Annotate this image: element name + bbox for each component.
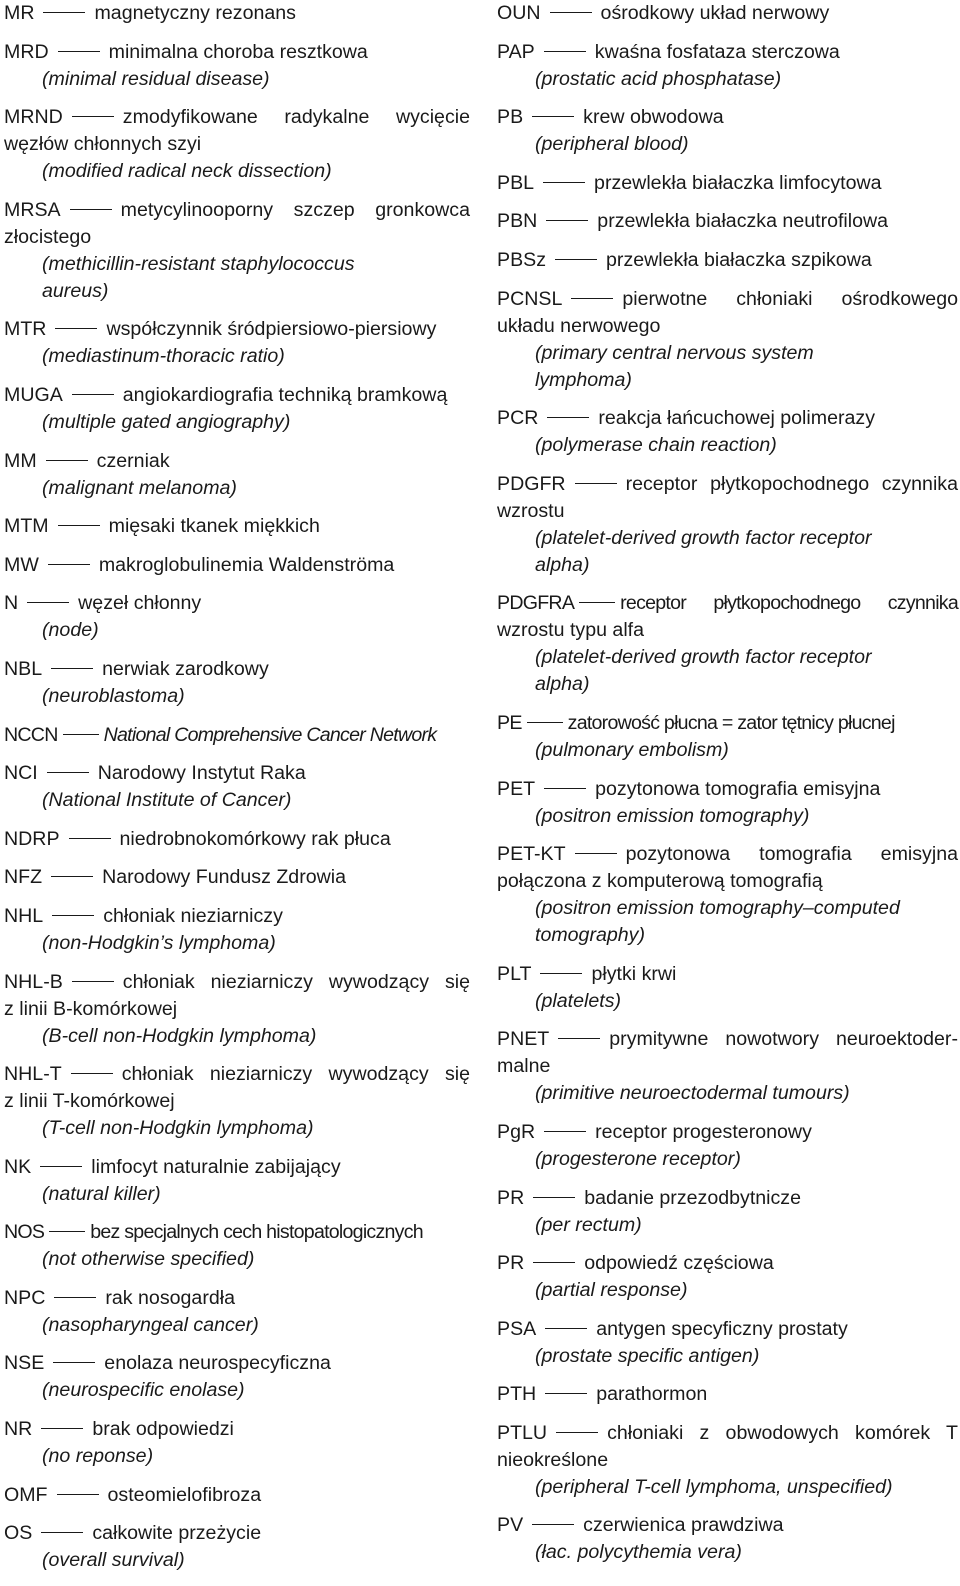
entry-headline xyxy=(4,1520,470,1547)
english-translation: (primitive neuroectodermal tumours) xyxy=(535,1082,850,1105)
abbreviation: PR xyxy=(497,1252,525,1275)
glossary-entry xyxy=(4,39,470,93)
definition-text: ośrodkowy układ nerwowy xyxy=(600,2,830,24)
english-translation: (non-Hodgkin’s lymphoma) xyxy=(42,931,276,954)
glossary-entry xyxy=(4,722,470,749)
entry-headline xyxy=(4,197,470,224)
abbreviation: PDGFRA xyxy=(497,592,575,615)
em-dash-rule xyxy=(72,981,114,982)
glossary-entry xyxy=(497,1512,958,1566)
definition-text: reakcja łańcuchowej polimerazy xyxy=(598,407,875,430)
abbreviation: MR xyxy=(4,2,35,24)
english-translation: lymphoma) xyxy=(535,368,632,391)
definition-continuation: połączona z komputerową tomografią xyxy=(497,870,823,893)
entry-headline xyxy=(4,104,470,131)
definition-text: zatorowość płucna = zator tętnicy płucnej xyxy=(567,711,895,734)
definition-text: przewlekła białaczka limfocytowa xyxy=(594,171,882,194)
em-dash-rule xyxy=(43,12,85,13)
entry-headline xyxy=(497,1381,958,1408)
definition-text: receptor płytkopochodnego czynnika xyxy=(625,472,958,495)
glossary-entry xyxy=(497,208,958,235)
glossary-entry xyxy=(497,1119,958,1173)
definition-text: odpowiedź częściowa xyxy=(584,1252,774,1275)
english-translation: (partial response) xyxy=(535,1279,688,1302)
em-dash-rule xyxy=(52,915,94,916)
entry-headline xyxy=(4,552,470,579)
glossary-entry xyxy=(497,405,958,459)
em-dash-rule xyxy=(575,853,617,854)
em-dash-rule xyxy=(545,1393,587,1394)
english-translation: (no reponse) xyxy=(42,1445,154,1468)
definition-text: parathormon xyxy=(596,1383,708,1406)
abbreviation: PLT xyxy=(497,962,532,985)
glossary-entry xyxy=(4,969,470,1050)
glossary-entry xyxy=(497,776,958,830)
abbreviation: NPC xyxy=(4,1286,46,1309)
glossary-entry xyxy=(497,1420,958,1501)
glossary-entry xyxy=(4,656,470,710)
entry-headline xyxy=(497,286,958,313)
entry-headline xyxy=(497,776,958,803)
english-translation: (malignant melanoma) xyxy=(42,476,237,499)
abbreviation: PET xyxy=(497,777,536,800)
definition-text: metycylinooporny szczep gronkowca xyxy=(120,198,470,221)
entry-headline xyxy=(4,826,470,853)
english-translation: (not otherwise specified) xyxy=(42,1248,255,1271)
em-dash-rule xyxy=(527,722,563,723)
definition-text: chłoniak nieziarniczy wywodzący się xyxy=(121,1063,470,1086)
glossary-entry xyxy=(4,448,470,502)
entry-headline xyxy=(4,448,470,475)
em-dash-rule xyxy=(546,220,588,221)
definition-text: pierwotne chłoniaki ośrodkowego xyxy=(622,287,958,310)
em-dash-rule xyxy=(48,564,90,565)
glossary-entry xyxy=(4,382,470,436)
definition-text: antygen specyficzny prostaty xyxy=(596,1317,848,1340)
english-translation: (National Institute of Cancer) xyxy=(42,789,292,812)
em-dash-rule xyxy=(41,1532,83,1533)
entry-headline xyxy=(497,1185,958,1212)
definition-text: National Comprehensive Cancer Network xyxy=(103,723,437,746)
entry-headline xyxy=(4,1350,470,1377)
glossary-entry xyxy=(4,1285,470,1339)
em-dash-rule xyxy=(63,734,99,735)
abbreviation: PR xyxy=(497,1186,525,1209)
abbreviation: MTM xyxy=(4,515,49,538)
abbreviation: PBL xyxy=(497,171,535,194)
english-translation: (platelets) xyxy=(535,989,622,1012)
entry-headline xyxy=(497,170,958,197)
glossary-entry xyxy=(4,104,470,185)
english-translation: (prostate specific antigen) xyxy=(535,1344,760,1367)
definition-text: przewlekła białaczka neutrofilowa xyxy=(597,210,889,233)
definition-text: bez specjalnych cech histopatologicznych xyxy=(90,1221,423,1244)
glossary-entry xyxy=(4,552,470,579)
glossary-entry xyxy=(4,1520,470,1574)
abbreviation: PCNSL xyxy=(497,287,563,310)
entry-headline xyxy=(497,841,958,868)
em-dash-rule xyxy=(51,668,93,669)
glossary-entry xyxy=(4,826,470,853)
entry-headline xyxy=(497,247,958,274)
em-dash-rule xyxy=(70,209,112,210)
entry-headline xyxy=(4,864,470,891)
glossary-column-left xyxy=(4,0,470,1586)
definition-continuation: węzłów chłonnych szyi xyxy=(4,133,202,156)
definition-text: niedrobnokomórkowy rak płuca xyxy=(119,827,391,850)
english-translation: (platelet-derived growth factor receptor xyxy=(535,526,872,549)
em-dash-rule xyxy=(550,12,592,13)
abbreviation: NDRP xyxy=(4,827,60,850)
english-translation: alpha) xyxy=(535,553,590,576)
english-translation: (peripheral T-cell lymphoma, unspecified) xyxy=(535,1475,893,1498)
abbreviation: MW xyxy=(4,553,39,576)
em-dash-rule xyxy=(72,116,114,117)
english-translation: (methicillin-resistant staphylococcus xyxy=(42,252,355,275)
abbreviation: MM xyxy=(4,449,37,472)
glossary-entry xyxy=(497,0,958,27)
em-dash-rule xyxy=(54,1297,96,1298)
english-translation: (pulmonary embolism) xyxy=(535,738,729,761)
abbreviation: NK xyxy=(4,1155,32,1178)
definition-continuation: malne xyxy=(497,1055,551,1078)
abbreviation: N xyxy=(4,592,19,615)
abbreviation: MUGA xyxy=(4,383,63,406)
definition-text: brak odpowiedzi xyxy=(92,1418,234,1441)
abbreviation: NR xyxy=(4,1418,33,1441)
glossary-entry xyxy=(4,1061,470,1142)
entry-headline xyxy=(497,1119,958,1146)
entry-headline xyxy=(4,1416,470,1443)
definition-text: mięsaki tkanek miękkich xyxy=(108,515,320,538)
abbreviation: NCCN xyxy=(4,723,58,746)
em-dash-rule xyxy=(545,1328,587,1329)
entry-headline xyxy=(497,405,958,432)
english-translation: (polymerase chain reaction) xyxy=(535,434,777,457)
entry-headline xyxy=(4,0,470,27)
definition-continuation: wzrostu typu alfa xyxy=(497,619,645,642)
entry-headline xyxy=(4,1482,470,1509)
entry-headline xyxy=(4,656,470,683)
definition-text: badanie przezodbytnicze xyxy=(584,1186,801,1209)
english-translation: (neuroblastoma) xyxy=(42,684,185,707)
english-translation: (positron emission tomography–computed xyxy=(535,897,900,920)
entry-headline xyxy=(4,382,470,409)
em-dash-rule xyxy=(46,460,88,461)
definition-text: enolaza neurospecyficzna xyxy=(104,1352,331,1375)
english-translation: (mediastinum-thoracic ratio) xyxy=(42,345,285,368)
glossary-entry xyxy=(497,1381,958,1408)
glossary-entry xyxy=(497,961,958,1015)
entry-headline xyxy=(497,0,958,27)
entry-headline xyxy=(497,39,958,66)
em-dash-rule xyxy=(579,602,615,603)
em-dash-rule xyxy=(544,788,586,789)
entry-headline xyxy=(497,208,958,235)
entry-headline xyxy=(4,590,470,617)
glossary-entry xyxy=(497,1316,958,1370)
entry-headline xyxy=(497,1512,958,1539)
glossary-entry xyxy=(497,471,958,579)
entry-headline xyxy=(497,590,958,617)
abbreviation: PBN xyxy=(497,210,538,233)
abbreviation: PDGFR xyxy=(497,472,566,495)
definition-text: receptor płytkopochodnego czynnika xyxy=(620,592,958,615)
entry-headline xyxy=(497,710,958,737)
definition-text: magnetyczny rezonans xyxy=(94,2,296,24)
em-dash-rule xyxy=(555,259,597,260)
glossary-entry xyxy=(4,864,470,891)
entry-headline xyxy=(497,1026,958,1053)
entry-headline xyxy=(4,969,470,996)
em-dash-rule xyxy=(556,1432,598,1433)
definition-text: węzeł chłonny xyxy=(78,592,202,615)
glossary-entry xyxy=(497,1250,958,1304)
entry-headline xyxy=(4,316,470,343)
em-dash-rule xyxy=(53,1362,95,1363)
glossary-entry xyxy=(4,1416,470,1470)
entry-headline xyxy=(497,1250,958,1277)
definition-continuation: z linii T-komórkowej xyxy=(4,1090,175,1113)
em-dash-rule xyxy=(533,1262,575,1263)
english-translation: (natural killer) xyxy=(42,1182,161,1205)
em-dash-rule xyxy=(533,1197,575,1198)
glossary-entry xyxy=(497,286,958,394)
english-translation: (primary central nervous system xyxy=(535,341,814,364)
entry-headline xyxy=(4,1154,470,1181)
english-translation: (T-cell non-Hodgkin lymphoma) xyxy=(42,1117,314,1140)
abbreviation: PE xyxy=(497,711,522,734)
english-translation: (minimal residual disease) xyxy=(42,67,270,90)
abbreviation: OMF xyxy=(4,1483,48,1506)
abbreviation: NSE xyxy=(4,1352,45,1375)
glossary-entry xyxy=(497,170,958,197)
english-translation: tomography) xyxy=(535,924,645,947)
em-dash-rule xyxy=(72,394,114,395)
abbreviation: NOS xyxy=(4,1221,45,1244)
english-translation: (B-cell non-Hodgkin lymphoma) xyxy=(42,1024,317,1047)
definition-continuation: z linii B-komórkowej xyxy=(4,997,178,1020)
entry-headline xyxy=(4,1285,470,1312)
glossary-entry xyxy=(4,590,470,644)
abbreviation: MTR xyxy=(4,318,47,341)
em-dash-rule xyxy=(69,838,111,839)
glossary-entry xyxy=(4,1350,470,1404)
entry-headline xyxy=(4,1219,470,1246)
definition-text: współczynnik śródpiersiowo-piersiowy xyxy=(106,318,437,341)
abbreviation: PgR xyxy=(497,1120,536,1143)
em-dash-rule xyxy=(544,51,586,52)
english-translation: (overall survival) xyxy=(42,1549,185,1572)
english-translation: (nasopharyngeal cancer) xyxy=(42,1313,259,1336)
abbreviation: PSA xyxy=(497,1317,537,1340)
em-dash-rule xyxy=(571,298,613,299)
em-dash-rule xyxy=(58,525,100,526)
em-dash-rule xyxy=(27,602,69,603)
definition-text: minimalna choroba resztkowa xyxy=(108,40,368,63)
em-dash-rule xyxy=(55,328,97,329)
glossary-entry xyxy=(497,39,958,93)
em-dash-rule xyxy=(57,1494,99,1495)
entry-headline xyxy=(497,104,958,131)
em-dash-rule xyxy=(58,51,100,52)
definition-text: kwaśna fosfataza sterczowa xyxy=(594,40,840,63)
glossary-entry xyxy=(497,247,958,274)
definition-text: limfocyt naturalnie zabijający xyxy=(91,1155,341,1178)
entry-headline xyxy=(4,722,470,749)
glossary-entry xyxy=(4,760,470,814)
abbreviation: PB xyxy=(497,106,524,129)
abbreviation: NBL xyxy=(4,657,43,680)
abbreviation: NHL xyxy=(4,904,44,927)
abbreviation: PV xyxy=(497,1514,524,1537)
glossary-column-right xyxy=(497,0,958,1578)
definition-text: przewlekła białaczka szpikowa xyxy=(606,248,872,271)
em-dash-rule xyxy=(51,876,93,877)
english-translation: alpha) xyxy=(535,673,590,696)
em-dash-rule xyxy=(547,417,589,418)
definition-text: czerwienica prawdziwa xyxy=(583,1514,784,1537)
abbreviation: NCI xyxy=(4,762,38,785)
definition-continuation: wzrostu xyxy=(497,499,565,522)
definition-text: rak nosogardła xyxy=(105,1286,235,1309)
em-dash-rule xyxy=(532,1524,574,1525)
abbreviation: NHL-B xyxy=(4,970,63,993)
abbreviation: OUN xyxy=(497,2,541,24)
definition-text: makroglobulinemia Waldenströma xyxy=(98,553,395,576)
em-dash-rule xyxy=(71,1073,113,1074)
abbreviation: NHL-T xyxy=(4,1063,62,1086)
entry-headline xyxy=(497,961,958,988)
glossary-entry xyxy=(497,1026,958,1107)
english-translation: (per rectum) xyxy=(535,1213,642,1236)
english-translation: (platelet-derived growth factor receptor xyxy=(535,646,872,669)
definition-text: Narodowy Instytut Raka xyxy=(97,762,306,785)
definition-text: receptor progesteronowy xyxy=(595,1120,812,1143)
glossary-entry xyxy=(4,0,470,27)
definition-text: nerwiak zarodkowy xyxy=(102,657,269,680)
em-dash-rule xyxy=(40,1166,82,1167)
definition-text: chłoniaki z obwodowych komórek T xyxy=(607,1421,958,1444)
abbreviation: MRND xyxy=(4,106,63,129)
glossary-entry xyxy=(497,1185,958,1239)
entry-headline xyxy=(497,1316,958,1343)
english-translation: (modified radical neck dissection) xyxy=(42,160,332,183)
glossary-entry xyxy=(4,1219,470,1273)
definition-text: płytki krwi xyxy=(591,962,677,985)
english-translation: (multiple gated angiography) xyxy=(42,410,291,433)
glossary-entry xyxy=(497,710,958,764)
abbreviation: NFZ xyxy=(4,866,43,889)
english-translation: (progesterone receptor) xyxy=(535,1147,741,1170)
entry-headline xyxy=(4,1061,470,1088)
glossary-entry xyxy=(4,513,470,540)
english-translation: (łac. polycythemia vera) xyxy=(535,1541,742,1564)
abbreviation: PCR xyxy=(497,407,539,430)
entry-headline xyxy=(4,760,470,787)
abbreviation: PET-KT xyxy=(497,843,566,866)
abbreviation: MRSA xyxy=(4,198,61,221)
glossary-entry xyxy=(497,841,958,949)
abbreviation: MRD xyxy=(4,40,49,63)
definition-text: prymitywne nowotwory neuroektoder- xyxy=(609,1028,958,1051)
em-dash-rule xyxy=(540,973,582,974)
em-dash-rule xyxy=(49,1231,85,1232)
glossary-entry xyxy=(497,590,958,698)
definition-text: całkowite przeżycie xyxy=(92,1522,262,1545)
em-dash-rule xyxy=(544,1131,586,1132)
glossary-entry xyxy=(4,903,470,957)
definition-continuation: nieokreślone xyxy=(497,1448,609,1471)
abbreviation: PTLU xyxy=(497,1421,548,1444)
entry-headline xyxy=(497,1420,958,1447)
em-dash-rule xyxy=(41,1428,83,1429)
definition-text: pozytonowa tomografia emisyjna xyxy=(595,777,881,800)
abbreviation: PTH xyxy=(497,1383,537,1406)
definition-text: angiokardiografia techniką bramkową xyxy=(122,383,448,406)
english-translation: (prostatic acid phosphatase) xyxy=(535,67,782,90)
glossary-entry xyxy=(4,197,470,305)
em-dash-rule xyxy=(575,483,617,484)
glossary-entry xyxy=(4,316,470,370)
glossary-entry xyxy=(497,104,958,158)
em-dash-rule xyxy=(47,772,89,773)
abbreviation: OS xyxy=(4,1522,33,1545)
definition-text: zmodyfikowane radykalne wycięcie xyxy=(122,106,470,129)
definition-continuation: układu nerwowego xyxy=(497,314,661,337)
em-dash-rule xyxy=(543,182,585,183)
english-translation: (neurospecific enolase) xyxy=(42,1379,245,1402)
glossary-entry xyxy=(4,1154,470,1208)
abbreviation: PBSz xyxy=(497,248,547,271)
abbreviation: PNET xyxy=(497,1028,550,1051)
entry-headline xyxy=(4,513,470,540)
entry-headline xyxy=(4,39,470,66)
em-dash-rule xyxy=(558,1038,600,1039)
english-translation: (peripheral blood) xyxy=(535,133,689,156)
definition-text: krew obwodowa xyxy=(583,106,724,129)
glossary-entry xyxy=(4,1482,470,1509)
entry-headline xyxy=(4,903,470,930)
definition-continuation: złocistego xyxy=(4,225,92,248)
definition-text: chłoniak nieziarniczy xyxy=(103,904,283,927)
definition-text: pozytonowa tomografia emisyjna xyxy=(625,843,958,866)
entry-headline xyxy=(497,471,958,498)
definition-text: chłoniak nieziarniczy wywodzący się xyxy=(122,970,470,993)
definition-text: czerniak xyxy=(96,449,170,472)
abbreviation: PAP xyxy=(497,40,535,63)
em-dash-rule xyxy=(532,116,574,117)
definition-text: osteomielofibroza xyxy=(107,1483,262,1506)
definition-text: Narodowy Fundusz Zdrowia xyxy=(102,866,347,889)
english-translation: (positron emission tomography) xyxy=(535,804,810,827)
english-translation: aureus) xyxy=(42,279,109,302)
english-translation: (node) xyxy=(42,619,99,642)
